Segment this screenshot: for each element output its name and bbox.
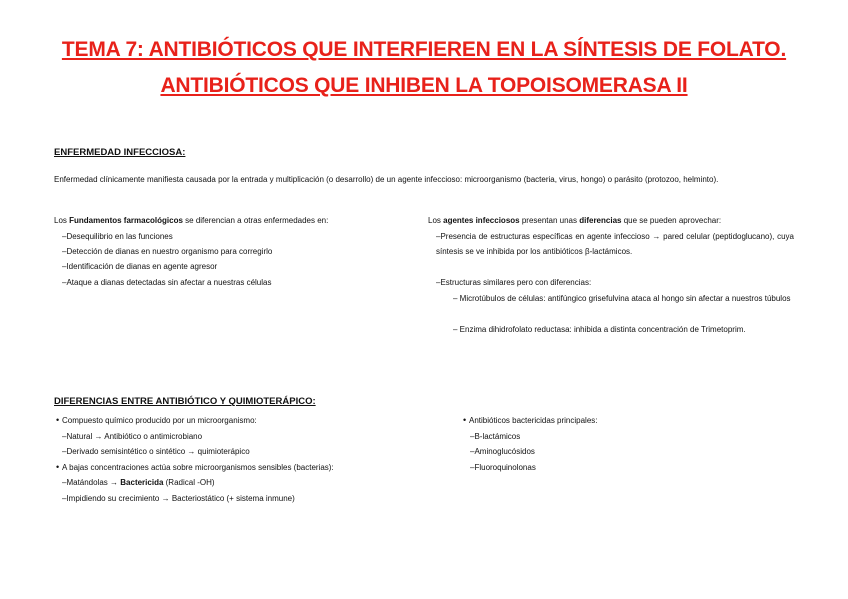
page-title-line-1: TEMA 7: ANTIBIÓTICOS QUE INTERFIEREN EN LA SÍNTESIS DE FOLATO. — [61, 38, 787, 61]
agentes-item-1: –Presencia de estructuras específicas en agente infeccioso → pared celular (peptidoglucano), cuya síntesis se ve inhibida por los antibióticos β-lactámicos. — [436, 232, 794, 256]
bactericidas-bullet: • Antibióticos bactericidas principales: — [463, 413, 598, 428]
fundamentos-item-2: –Detección de dianas en nuestro organismo para corregirlo — [62, 247, 273, 256]
section-heading-enfermedad-infecciosa: ENFERMEDAD INFECCIOSA: — [54, 147, 186, 158]
fundamentos-item-3: –Identificación de dianas en agente agresor — [62, 262, 218, 271]
compuesto-item-2: –Derivado semisintético o sintético → quimioterápico — [62, 447, 250, 456]
compuesto-item-1: –Natural → Antibiótico o antimicrobiano — [62, 432, 203, 441]
agentes-item-2: –Estructuras similares pero con diferencias: — [436, 278, 592, 287]
bactericidas-item-3: –Fluoroquinolonas — [470, 463, 536, 472]
bactericidas-item-2: –Aminoglucósidos — [470, 447, 535, 456]
agentes-subitem-1: – Microtúbulos de células: antifúngico grisefulvina ataca al hongo sin afectar a nuestros túbulos — [453, 294, 791, 303]
concentraciones-item-1: –Matándolas → Bactericida (Radical -OH) — [62, 478, 215, 487]
agentes-subitem-2: – Enzima dihidrofolato reductasa: inhibida a distinta concentración de Trimetoprim. — [453, 325, 746, 334]
section-heading-diferencias: DIFERENCIAS ENTRE ANTIBIÓTICO Y QUIMIOTERÁPICO: — [54, 396, 316, 407]
concentraciones-item-2: –Impidiendo su crecimiento → Bacteriostático (+ sistema inmune) — [62, 494, 295, 503]
fundamentos-item-1: –Desequilibrio en las funciones — [62, 232, 173, 241]
concentraciones-bullet: • A bajas concentraciones actúa sobre microorganismos sensibles (bacterias): — [56, 460, 334, 475]
fundamentos-item-4: –Ataque a dianas detectadas sin afectar a nuestras células — [62, 278, 272, 287]
agentes-intro: Los agentes infecciosos presentan unas diferencias que se pueden aprovechar: — [428, 216, 722, 225]
compuesto-bullet: • Compuesto químico producido por un microorganismo: — [56, 413, 257, 428]
bactericidas-item-1: –B-lactámicos — [470, 432, 521, 441]
fundamentos-intro: Los Fundamentos farmacológicos se diferencian a otras enfermedades en: — [54, 216, 329, 225]
definition-paragraph: Enfermedad clínicamente manifiesta causada por la entrada y multiplicación (o desarrollo) de un agente infeccioso: microorganismo (bacteria, virus, hongo) o parásito (protozoo, helminto). — [54, 175, 719, 184]
page-title-line-2: ANTIBIÓTICOS QUE INHIBEN LA TOPOISOMERASA II — [160, 74, 688, 97]
